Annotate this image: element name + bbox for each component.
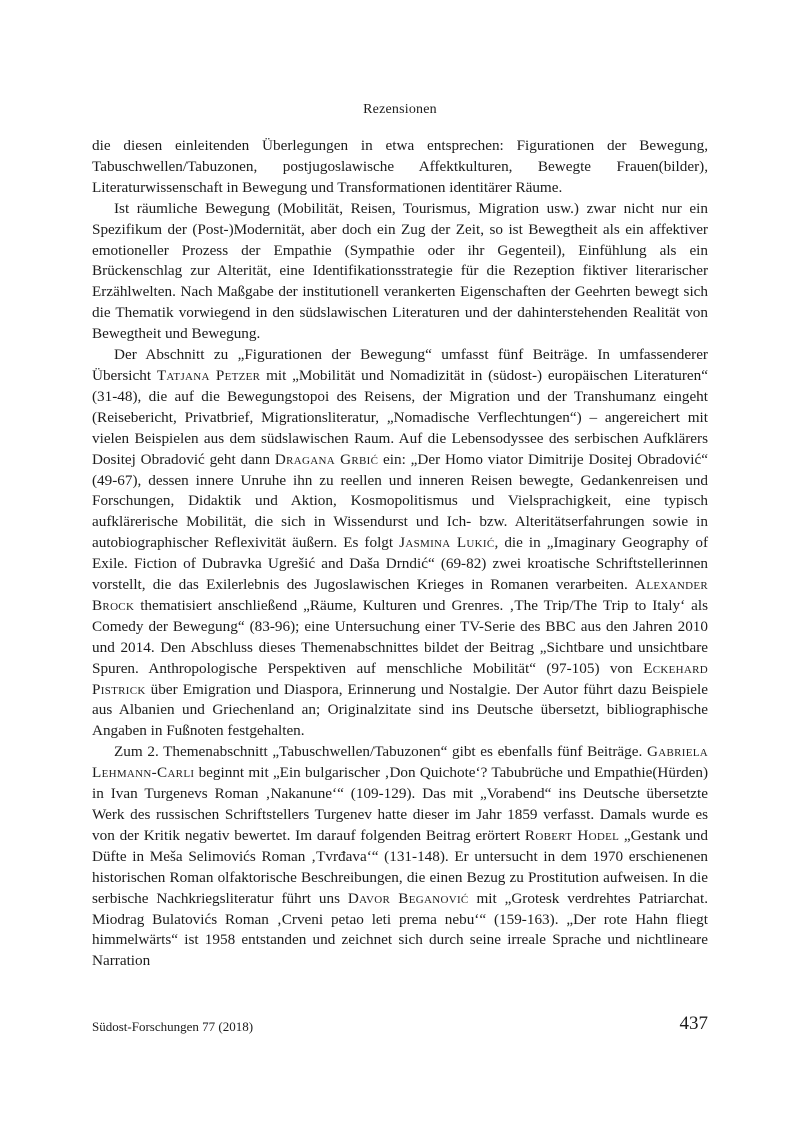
page-number: 437 [679, 1013, 708, 1034]
review-body [92, 136, 708, 972]
text-run: mit „Mobilität und Nomadizität in (südost-) europäischen Literaturen“ (31-48), die auf die Bewegungstopoi des Reisens, der Migration und der Transhumanz eingeht (Reisebericht, Privatbrief, Migrationsliteratur, „Nomadische Verflechtungen“) – angereichert mit vielen Beispielen aus dem südslawischen Raum. Auf die Lebensodyssee des serbischen Aufklärers Dositej Obradović geht dann [92, 366, 708, 468]
paragraph-1: die diesen einleitenden Überlegungen in etwa entsprechen: Figurationen der Bewegung, Tabuschwellen/Tabuzonen, postjugoslawische Affektkulturen, Bewegte Frauen(bilder), Literaturwissenschaft in Bewegung und Transformationen identitärer Räume. [92, 137, 708, 196]
paragraph-3 [92, 345, 708, 742]
author-name: Dragana Grbić [274, 450, 379, 468]
author-name: Alexander Brock [92, 576, 708, 614]
author-name: Jasmina Lukić [399, 534, 495, 552]
author-name: Davor Beganović [347, 889, 469, 907]
text-run: über Emigration und Diaspora, Erinnerung und Nostalgie. Der Autor führt dazu Beispiele aus Albanien und Griechenland an; Originalzitate sind ins Deutsche übersetzt, bibliographische Angaben in Fußnoten festgehalten. [92, 680, 708, 740]
paragraph-2: Ist räumliche Bewegung (Mobilität, Reisen, Tourismus, Migration usw.) zwar nicht nur ein Spezifikum der (Post-)Modernität, aber doch ein Zug der Zeit, so ist Bewegtheit als ein affektiver emotioneller Prozess der Empathie (Sympathie oder ihr Gegenteil), Einfühlung als ein Brückenschlag zur Alterität, eine Identifikationsstrategie für die Rezeption fiktiver literarischer Erzählwelten. Nach Maßgabe der institutionell verankerten Eigenschaften der Geehrten bewegt sich die Thematik vorwiegend in den südslawischen Literaturen und der dahinterstehenden Realität von Bewegtheit und Bewegung. [92, 199, 708, 343]
author-name: Robert Hodel [524, 826, 620, 844]
text-run: Zum 2. Themenabschnitt „Tabuschwellen/Tabuzonen“ gibt es ebenfalls fünf Beiträge. [114, 743, 647, 761]
text-run: beginnt mit „Ein bulgarischer ‚Don Quichote‘? Tabubrüche und Empathie(Hürden) in Ivan Turgenevs Roman ‚Nakanune‘“ (109-129). Das mit „Vorabend“ ins Deutsche übersetzte Werk des russischen Schriftstellers Turgenev hatte dieser im Jahr 1859 verfasst. Damals wurde es von der Kritik negativ bewertet. Im darauf folgenden Beitrag erörtert [92, 764, 708, 844]
text-run: „Gestank und Düfte in Meša Selimovićs Roman ‚Tvrđava‘“ (131-148). Er untersucht in dem 1970 erschienenen historischen Roman olfaktorische Beschreibungen, die einen Bezug zu Prostitution aufweisen. In die serbische Nachkriegsliteratur führt uns [92, 826, 708, 907]
author-name: Gabriela Lehmann-Carli [92, 743, 708, 782]
text-run: , die in „Imaginary Geography of Exile. Fiction of Dubravka Ugrešić and Daša Drndić“ (69-82) zwei kroatische Schriftstellerinnen vorstellt, die das Exilerlebnis des Jugoslawischen Krieges in Romanen verarbeiten. [92, 534, 708, 594]
text-run: ein: „Der Homo viator Dimitrije Dositej Obradović“ (49-67), dessen innere Unruhe ihn zu reellen und inneren Reisen bewegte, Gedankenreisen und Forschungen, Didaktik und Aktion, Kosmopolitismus und Vielsprachigkeit, eine typisch aufklärerische Mobilität, die sich in Wissendurst und Ich- bzw. Alteritätserfahrungen sowie in autobiographischer Reflexivität äußern. Es folgt [92, 450, 708, 552]
author-name: Eckehard Pistrick [92, 659, 708, 698]
running-header: Rezensionen [363, 102, 437, 117]
journal-citation: Südost-Forschungen 77 (2018) [92, 1019, 254, 1034]
text-run: thematisiert anschließend „Räume, Kulturen und Grenres. ‚The Trip/The Trip to Italy‘ als Comedy der Bewegung“ (83-96); eine Untersuchung einer TV-Serie des BBC aus den Jahren 2010 und 2014. Den Abschluss dieses Themenabschnittes bildet der Beitrag „Sichtbare und unsichtbare Spuren. Anthropologische Perspektiven auf menschliche Mobilität“ (97-105) von [92, 596, 708, 677]
paragraph-4 [92, 742, 708, 972]
author-name: Tatjana Petzer [156, 366, 261, 384]
text-run: Der Abschnitt zu „Figurationen der Bewegung“ umfasst fünf Beiträge. In umfassenderer Übersicht [92, 346, 708, 384]
text-run: mit „Grotesk verdrehtes Patriarchat. Miodrag Bulatovićs Roman ‚Crveni petao leti prema nebu‘“ (159-163). „Der rote Hahn fliegt himmelwärts“ ist 1958 entstanden und zeichnet sich durch seine irreale Sprache und nichtlineare Narration [92, 889, 708, 970]
